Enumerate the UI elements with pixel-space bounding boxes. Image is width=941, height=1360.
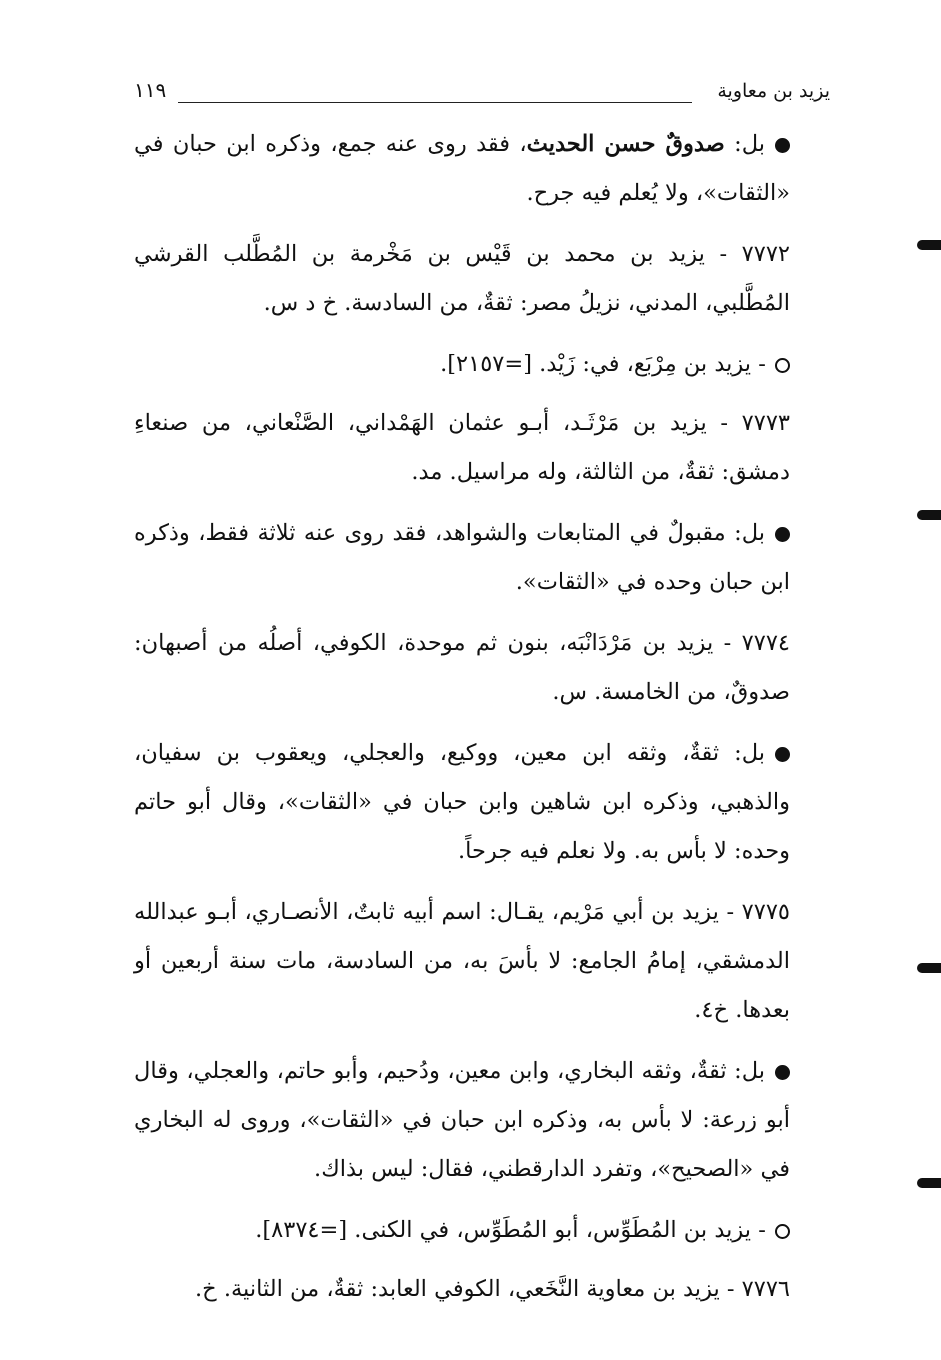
filled-circle-bullet-icon [775,1065,790,1080]
entry-paragraph: ٧٧٧٣ - يزيد بن مَرْثَـد، أبـو عثمان الهَمْداني، الصَّنْعاني، من صنعاءِ دمشق: ثقةٌ، من الثالثة، وله مراسيل. مد. [134,410,790,485]
commentary-paragraph: بل: مقبولٌ في المتابعات والشواهد، فقد روى عنه ثلاثة فقط، وذكره ابن حبان وحده في «الثقات». [134,520,790,595]
margin-tab-marker [917,963,941,973]
commentary-paragraph: بل: ثقةٌ، وثقه البخاري، وابن معين، ودُحيم، وأبو حاتم، والعجلي، وقال أبو زرعة: لا بأس به، وذكره ابن حبان في «الثقات»، وروى له البخاري في «الصحيح»، وتفرد الدارقطني، فقال: ليس بذاك. [134,1058,790,1182]
entry-paragraph: ٧٧٧٦ - يزيد بن معاوية النَّخَعي، الكوفي العابد: ثقةٌ، من الثانية. خ. [195,1276,790,1302]
filled-circle-bullet-icon [775,138,790,153]
page-body [134,120,836,1326]
entry-paragraph: ٧٧٧٥ - يزيد بن أبي مَرْيم، يقـال: اسم أبيه ثابتٌ، الأنصـاري، أبـو عبدالله الدمشقي، إمامُ الجامع: لا بأسَ به، من السادسة، مات سنة أربعين أو بعدها. خ٤. [134,899,790,1023]
entry-paragraph: ٧٧٧٢ - يزيد بن محمد بن قَيْس بن مَخْرمة بن المُطَّلب القرشي المُطَّلبي، المدني، نزيلُ مصر: ثقةٌ، من السادسة. خ د س. [134,241,790,316]
entry-paragraph: ٧٧٧٤ - يزيد بن مَرْدَانْبَه، بنون ثم موحدة، الكوفي، أصلُه من أصبهان: صدوقٌ، من الخامسة. س. [134,630,790,705]
commentary-paragraph: بل: صدوقٌ حسن الحديث، فقد روى عنه جمع، وذكره ابن حبان في «الثقات»، ولا يُعلم فيه جرح. [134,131,790,206]
header-rule [178,102,692,103]
cross-reference-paragraph: - يزيد بن المُطَوِّس، أبو المُطَوِّس، في الكنى. [=٨٣٧٤]. [134,1206,836,1255]
page-number: ١١٩ [134,78,167,102]
margin-tab-marker [917,510,941,520]
hollow-circle-bullet-icon [775,358,790,373]
commentary-paragraph: بل: ثقةٌ، وثقه ابن معين، ووكيع، والعجلي، ويعقوب بن سفيان، والذهبي، وذكره ابن شاهين وابن حبان في «الثقات»، وقال أبو حاتم وحده: لا بأس به. ولا نعلم فيه جرحاً. [134,740,790,864]
running-title: يزيد بن معاوية [717,80,830,102]
filled-circle-bullet-icon [775,527,790,542]
cross-reference-paragraph: - يزيد بن مِرْبَع، في: زَيْد. [=٢١٥٧]. [134,340,836,389]
hollow-circle-bullet-icon [775,1224,790,1239]
margin-tab-marker [917,1178,941,1188]
filled-circle-bullet-icon [775,747,790,762]
page-header [134,78,830,108]
margin-tab-marker [917,240,941,250]
